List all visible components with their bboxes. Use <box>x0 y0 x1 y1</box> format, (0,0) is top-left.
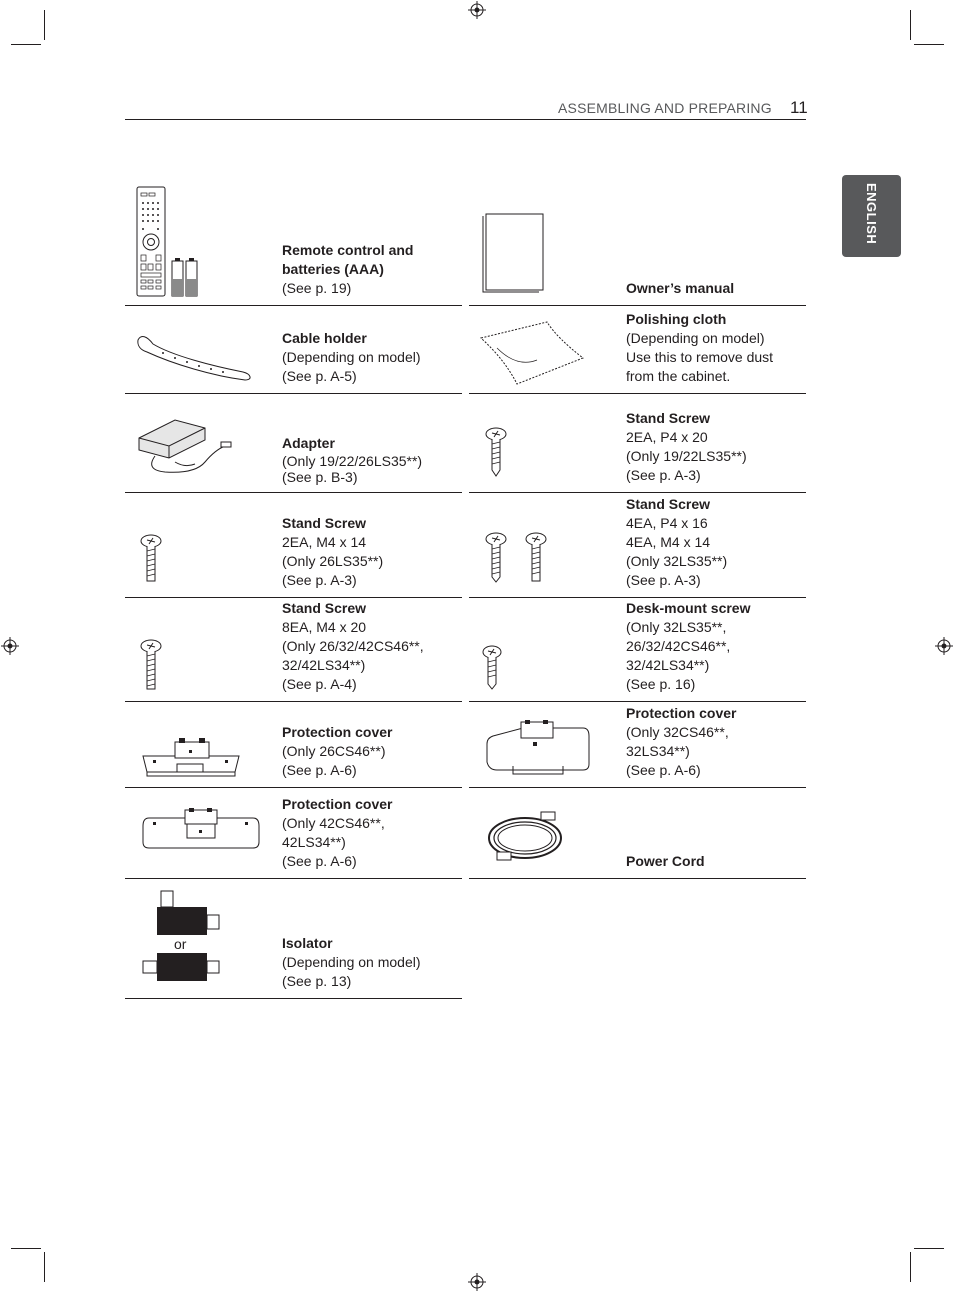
item-protection-cover-42 <box>125 788 462 879</box>
item-detail: (See p. A-3) <box>282 572 357 588</box>
item-title: Cable holder <box>282 330 367 346</box>
item-detail: 32/42LS34**) <box>626 657 710 673</box>
item-detail: (See p. A-6) <box>282 762 357 778</box>
screws-icon <box>483 531 553 585</box>
item-detail: from the cabinet. <box>626 368 731 384</box>
item-detail: (See p. A-6) <box>282 853 357 869</box>
item-owners-manual <box>469 180 806 306</box>
item-detail: 42LS34**) <box>282 834 346 850</box>
item-detail: (Depending on model) <box>626 330 765 346</box>
registration-mark-icon <box>468 1 486 19</box>
item-detail: (Only 42CS46**, <box>282 815 385 831</box>
or-caption: or <box>174 936 187 952</box>
item-text <box>626 495 727 590</box>
item-detail: (Only 26LS35**) <box>282 553 384 569</box>
registration-mark-icon <box>468 1273 486 1291</box>
item-detail: (Only 26/32/42CS46**, <box>282 638 424 654</box>
remote-control-icon <box>135 185 225 299</box>
crop-mark <box>910 10 911 40</box>
item-detail: (See p. A-4) <box>282 676 357 692</box>
item-text <box>282 514 383 590</box>
item-power-cord <box>469 788 806 879</box>
item-title: Isolator <box>282 935 333 951</box>
item-text <box>282 434 422 485</box>
language-tab <box>842 175 901 257</box>
registration-mark-icon <box>935 637 953 655</box>
manual-icon <box>479 210 549 295</box>
header-rule <box>125 119 806 120</box>
item-detail: 32LS34**) <box>626 743 690 759</box>
item-detail: (See p. A-3) <box>626 572 701 588</box>
screw-icon <box>483 426 509 478</box>
item-isolator <box>125 879 462 999</box>
item-title: Desk-mount screw <box>626 600 751 616</box>
item-title: Protection cover <box>282 724 393 740</box>
item-protection-cover-26 <box>125 702 462 788</box>
item-text <box>626 852 705 871</box>
crop-mark <box>44 1252 45 1282</box>
item-detail: 32/42LS34**) <box>282 657 366 673</box>
item-detail: (Only 32LS35**) <box>626 553 728 569</box>
item-text <box>282 723 392 780</box>
row-rule <box>469 878 806 879</box>
item-title: Adapter <box>282 435 335 451</box>
item-stand-screw-p4x20 <box>469 394 806 493</box>
item-title: Stand Screw <box>626 410 711 426</box>
item-text <box>282 795 392 871</box>
cable-holder-icon <box>133 326 258 386</box>
item-detail: (See p. A-6) <box>626 762 701 778</box>
item-polishing-cloth <box>469 306 806 394</box>
item-detail: 2EA, M4 x 14 <box>282 534 367 550</box>
item-stand-screw-m4x14 <box>125 493 462 598</box>
item-detail: Use this to remove dust <box>626 349 774 365</box>
item-cable-holder <box>125 306 462 394</box>
crop-mark <box>11 44 41 45</box>
item-detail: (See p. 16) <box>626 676 696 692</box>
item-title: Power Cord <box>626 853 705 869</box>
item-title: Stand Screw <box>626 496 711 512</box>
adapter-icon <box>135 406 235 481</box>
item-title: Owner’s manual <box>626 280 735 296</box>
item-detail: (Only 19/22/26LS35**) <box>282 453 423 469</box>
crop-mark <box>910 1252 911 1282</box>
language-tab-label: ENGLISH <box>864 183 879 245</box>
item-detail: 26/32/42CS46**, <box>626 638 731 654</box>
item-detail: 8EA, M4 x 20 <box>282 619 367 635</box>
item-title: Remote control and batteries (AAA) <box>282 242 414 277</box>
item-protection-cover-32 <box>469 702 806 788</box>
item-detail: (See p. A-3) <box>626 467 701 483</box>
item-adapter <box>125 394 462 493</box>
crop-mark <box>11 1248 41 1249</box>
item-text <box>626 310 773 386</box>
item-title: Polishing cloth <box>626 311 727 327</box>
protection-cover-icon <box>139 736 244 780</box>
cloth-icon <box>477 318 587 388</box>
row-rule <box>125 998 462 999</box>
item-detail: (See p. B-3) <box>282 469 358 485</box>
item-detail: 2EA, P4 x 20 <box>626 429 708 445</box>
item-text <box>282 599 424 694</box>
screw-icon <box>138 533 164 585</box>
power-cord-icon <box>485 808 575 868</box>
crop-mark <box>914 44 944 45</box>
item-remote-control <box>125 180 462 306</box>
section-title: ASSEMBLING AND PREPARING <box>558 100 772 116</box>
item-detail: (See p. 19) <box>282 280 352 296</box>
crop-mark <box>914 1248 944 1249</box>
item-detail: (Depending on model) <box>282 349 421 365</box>
item-text <box>282 934 421 991</box>
item-detail: 4EA, M4 x 14 <box>626 534 711 550</box>
page-number: 11 <box>790 98 808 117</box>
item-text <box>626 279 734 298</box>
protection-cover-icon <box>141 808 261 852</box>
item-detail: (See p. A-5) <box>282 368 357 384</box>
protection-cover-icon <box>483 720 593 776</box>
item-detail: (Depending on model) <box>282 954 421 970</box>
item-text <box>282 329 421 386</box>
screw-icon <box>138 638 164 692</box>
item-text <box>626 409 747 485</box>
item-detail: 4EA, P4 x 16 <box>626 515 708 531</box>
item-detail: (Only 32LS35**, <box>626 619 727 635</box>
item-detail: (Only 19/22LS35**) <box>626 448 747 464</box>
item-desk-mount-screw <box>469 598 806 702</box>
item-stand-screw-m4x20 <box>125 598 462 702</box>
crop-mark <box>44 10 45 40</box>
item-title: Protection cover <box>282 796 393 812</box>
item-text <box>626 704 736 780</box>
item-detail: (Only 32CS46**, <box>626 724 729 740</box>
item-title: Stand Screw <box>282 515 367 531</box>
item-detail: (Only 26CS46**) <box>282 743 386 759</box>
item-detail: (See p. 13) <box>282 973 352 989</box>
item-stand-screw-32ls35 <box>469 493 806 598</box>
item-text <box>282 241 432 298</box>
item-title: Stand Screw <box>282 600 367 616</box>
item-title: Protection cover <box>626 705 737 721</box>
screw-icon <box>481 644 507 690</box>
item-text <box>626 599 750 694</box>
registration-mark-icon <box>1 637 19 655</box>
